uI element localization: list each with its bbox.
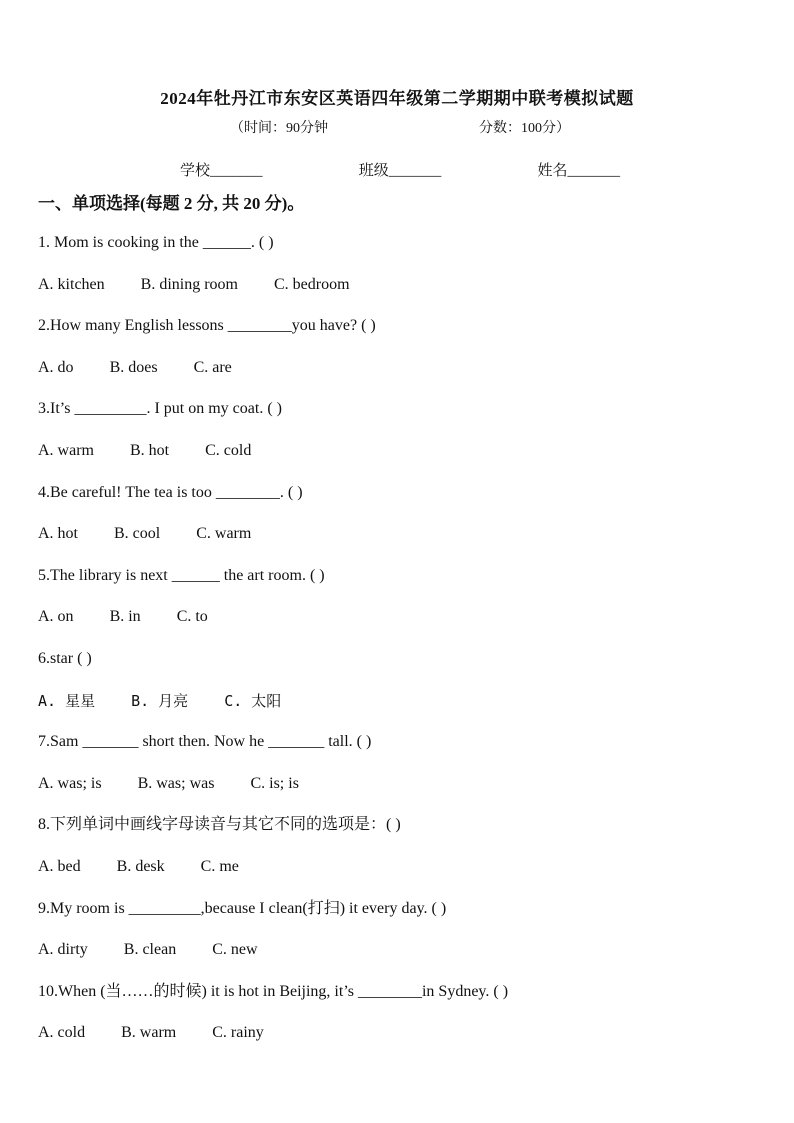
- options-4: [38, 522, 758, 564]
- options-9: [38, 938, 758, 980]
- option-c: C. cold: [205, 441, 252, 459]
- question-8: 8.下列单词中画线字母读音与其它不同的选项是：( ): [38, 816, 401, 834]
- option-c: C. is; is: [250, 774, 299, 792]
- options-3: [38, 439, 758, 481]
- option-b: B. 月亮: [131, 691, 189, 710]
- options-6: [38, 689, 758, 731]
- option-b: B. desk: [116, 857, 165, 875]
- question-7: 7.Sam _______ short then. Now he _______ tall. ( ): [38, 733, 372, 751]
- option-b: B. clean: [123, 941, 177, 959]
- option-a: A. warm: [38, 441, 94, 459]
- option-a: A. on: [38, 608, 74, 626]
- question-list: [38, 231, 758, 1063]
- question-5: 5.The library is next ______ the art room. ( ): [38, 566, 325, 584]
- options-2: [38, 356, 758, 398]
- section-heading: 一、单项选择(每题 2 分, 共 20 分)。: [38, 194, 305, 213]
- question-10: 10.When (当……的时候) it is hot in Beijing, it’s ________in Sydney. ( ): [38, 982, 509, 1000]
- options-8: [38, 855, 758, 897]
- exam-time: （时间：90分钟: [230, 121, 328, 136]
- student-info: [180, 159, 620, 180]
- name-field: 姓名_______: [537, 163, 620, 179]
- option-c: C. warm: [196, 525, 252, 543]
- option-a: A. hot: [38, 525, 78, 543]
- option-b: B. in: [109, 608, 141, 626]
- option-b: B. was; was: [137, 774, 215, 792]
- exam-meta: [230, 117, 570, 137]
- option-a: A. dirty: [38, 941, 88, 959]
- options-5: [38, 605, 758, 647]
- option-b: B. dining room: [140, 275, 238, 293]
- option-a: A. kitchen: [38, 275, 105, 293]
- options-1: [38, 273, 758, 315]
- option-b: B. does: [109, 358, 158, 376]
- question-4: 4.Be careful! The tea is too ________. ( ): [38, 483, 303, 501]
- option-a: A. do: [38, 358, 74, 376]
- class-field: 班级_______: [358, 163, 442, 179]
- options-7: [38, 772, 758, 814]
- question-1: 1. Mom is cooking in the ______. ( ): [38, 234, 274, 251]
- page-title: 2024年牡丹江市东安区英语四年级第二学期期中联考模拟试题: [160, 89, 634, 108]
- option-a: A. 星星: [38, 691, 96, 710]
- options-10: [38, 1021, 758, 1063]
- school-field: 学校_______: [180, 163, 263, 179]
- question-2: 2.How many English lessons ________you have? ( ): [38, 317, 376, 335]
- question-6: 6.star ( ): [38, 649, 92, 667]
- option-b: B. cool: [114, 525, 161, 543]
- option-a: A. bed: [38, 857, 81, 875]
- option-c: C. to: [176, 608, 208, 626]
- option-c: C. me: [200, 857, 239, 875]
- option-c: C. 太阳: [224, 691, 282, 710]
- question-3: 3.It’s _________. I put on my coat. ( ): [38, 400, 282, 418]
- option-a: A. was; is: [38, 774, 102, 792]
- exam-score: 分数：100分）: [479, 121, 570, 136]
- question-9: 9.My room is _________,because I clean(打扫) it every day. ( ): [38, 899, 447, 917]
- option-c: C. bedroom: [274, 275, 350, 293]
- option-a: A. cold: [38, 1024, 86, 1042]
- option-c: C. rainy: [212, 1024, 264, 1042]
- option-b: B. hot: [129, 441, 170, 459]
- option-b: B. warm: [121, 1024, 177, 1042]
- option-c: C. are: [193, 358, 232, 376]
- option-c: C. new: [212, 941, 258, 959]
